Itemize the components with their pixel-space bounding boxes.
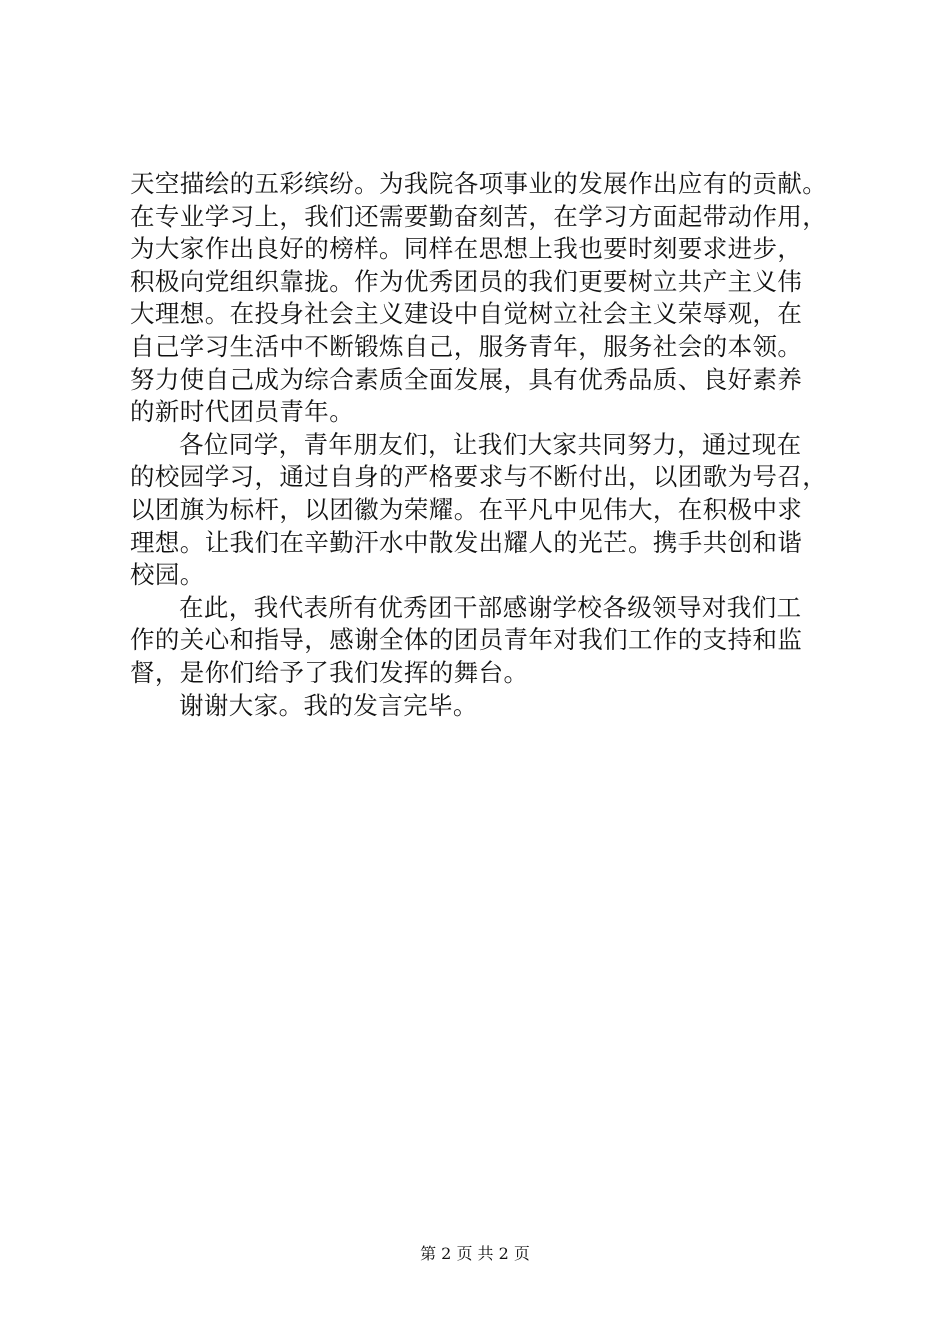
document-body — [130, 168, 830, 722]
text-line: 在此，我代表所有优秀团干部感谢学校各级领导对我们工 — [179, 592, 802, 622]
text-line: 大理想。在投身社会主义建设中自觉树立社会主义荣辱观，在 — [130, 299, 803, 329]
text-line: 校园。 — [130, 560, 205, 590]
page-footer: 第 2 页 共 2 页 — [420, 1244, 530, 1263]
text-line: 的校园学习，通过自身的严格要求与不断付出，以团歌为号召， — [130, 462, 828, 492]
text-line: 天空描绘的五彩缤纷。为我院各项事业的发展作出应有的贡献。 — [130, 169, 828, 198]
text-line: 各位同学，青年朋友们，让我们大家共同努力，通过现在 — [179, 429, 802, 459]
text-line: 努力使自己成为综合素质全面发展，具有优秀品质、良好素养 — [130, 364, 803, 394]
paragraph — [130, 168, 830, 429]
text-line: 积极向党组织靠拢。作为优秀团员的我们更要树立共产主义伟 — [130, 266, 803, 296]
text-line: 以团旗为标杆，以团徽为荣耀。在平凡中见伟大，在积极中求 — [130, 494, 803, 524]
text-line: 谢谢大家。我的发言完毕。 — [179, 690, 478, 720]
text-line: 理想。让我们在辛勤汗水中散发出耀人的光芒。携手共创和谐 — [130, 527, 803, 557]
paragraph — [130, 592, 830, 690]
paragraph — [130, 690, 830, 723]
text-line: 在专业学习上，我们还需要勤奋刻苦，在学习方面起带动作用， — [130, 201, 828, 231]
text-line: 作的关心和指导，感谢全体的团员青年对我们工作的支持和监 — [130, 625, 803, 655]
paragraph — [130, 429, 830, 592]
text-line: 的新时代团员青年。 — [130, 397, 355, 427]
text-line: 为大家作出良好的榜样。同样在思想上我也要时刻要求进步， — [130, 234, 803, 264]
text-line: 督，是你们给予了我们发挥的舞台。 — [130, 657, 529, 687]
text-line: 自己学习生活中不断锻炼自己，服务青年，服务社会的本领。 — [130, 331, 803, 361]
